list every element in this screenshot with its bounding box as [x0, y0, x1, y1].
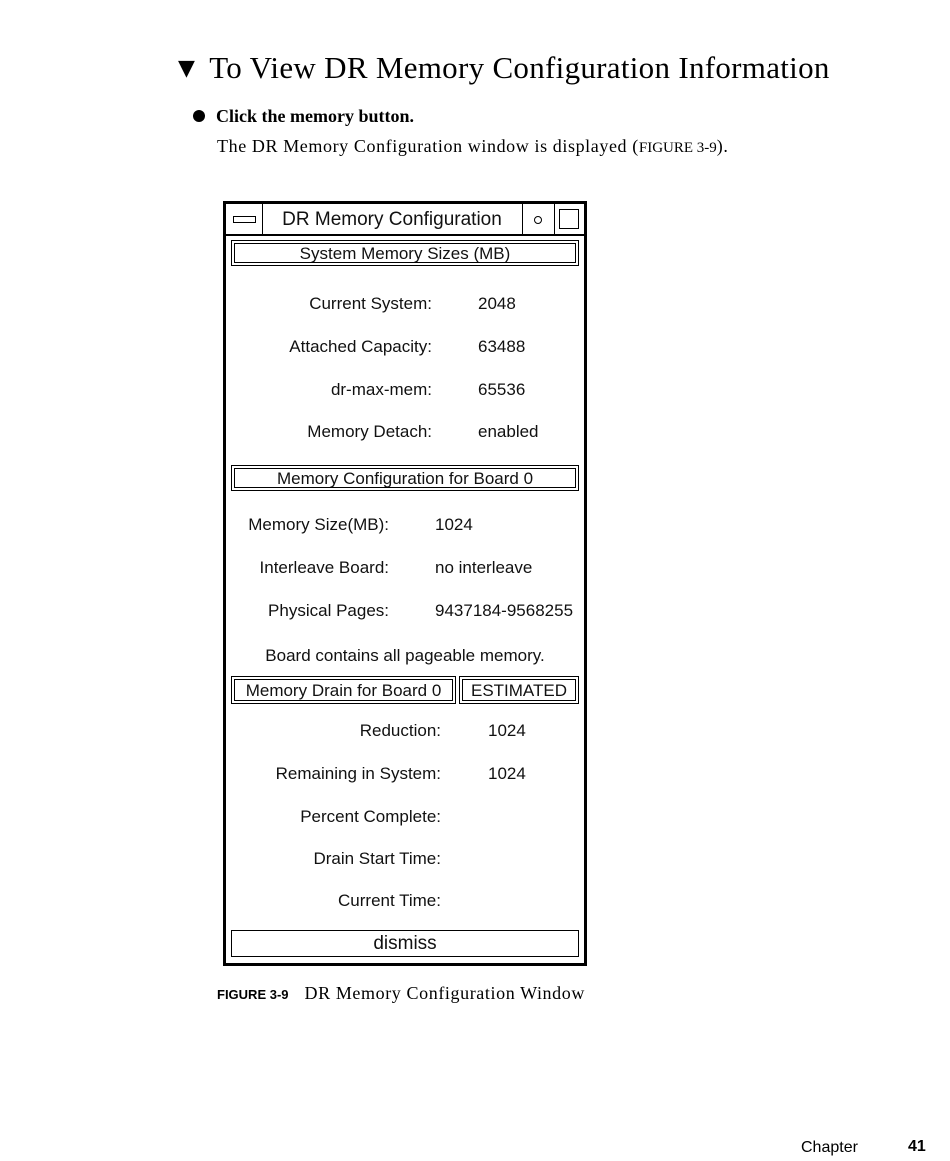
- bullet-icon: [193, 110, 205, 122]
- percent-complete-label: Percent Complete:: [300, 807, 441, 826]
- interleave-board-label: Interleave Board:: [259, 558, 389, 577]
- remaining-in-system-label: Remaining in System:: [275, 764, 441, 783]
- dr-max-mem-value: 65536: [478, 380, 526, 399]
- description-text: The DR Memory Configuration window is displayed (: [217, 136, 639, 156]
- window-menu-button[interactable]: [226, 204, 263, 234]
- attached-capacity-value: 63488: [478, 337, 526, 356]
- physical-pages-value: 9437184-9568255: [435, 601, 574, 620]
- memory-size-value: 1024: [435, 515, 473, 534]
- footer-chapter: Chapter: [801, 1139, 858, 1156]
- current-time-label: Current Time:: [338, 891, 441, 910]
- board-config-header-text: Memory Configuration for Board 0: [276, 469, 534, 488]
- triangle-marker-icon: ▼: [178, 56, 196, 81]
- window-titlebar: [226, 204, 584, 236]
- system-memory-header-text: System Memory Sizes (MB): [299, 244, 511, 263]
- section-heading: [178, 50, 830, 86]
- pageable-memory-note: Board contains all pageable memory.: [265, 646, 545, 665]
- interleave-board-value: no interleave: [435, 558, 533, 577]
- dismiss-button[interactable]: dismiss: [231, 930, 579, 957]
- figure-caption-text: DR Memory Configuration Window: [304, 983, 585, 1003]
- remaining-in-system-value: 1024: [488, 764, 526, 783]
- reduction-label: Reduction:: [359, 721, 441, 740]
- memory-detach-label: Memory Detach:: [307, 422, 432, 441]
- drain-status-text: ESTIMATED: [470, 681, 568, 700]
- memory-size-label: Memory Size(MB):: [248, 515, 389, 534]
- figure-reference: FIGURE 3-9: [638, 140, 717, 156]
- step-instruction: [193, 106, 414, 127]
- system-memory-header: [231, 240, 579, 266]
- current-system-label: Current System:: [309, 294, 432, 313]
- figure-label: FIGURE 3-9: [217, 987, 289, 1002]
- drain-status-badge: [459, 676, 579, 704]
- window-menu-icon: [233, 216, 256, 223]
- dr-memory-configuration-window: [223, 201, 587, 966]
- drain-start-time-label: Drain Start Time:: [313, 849, 441, 868]
- attached-capacity-label: Attached Capacity:: [289, 337, 432, 356]
- heading-text: To View DR Memory Configuration Information: [209, 50, 830, 85]
- figure-caption: [217, 983, 585, 1004]
- current-system-value: 2048: [478, 294, 516, 313]
- physical-pages-label: Physical Pages:: [268, 601, 389, 620]
- maximize-button[interactable]: [554, 204, 584, 234]
- description-end: ).: [716, 136, 729, 156]
- board-config-header: [231, 465, 579, 491]
- step-description: [217, 136, 728, 157]
- page-number: 41: [908, 1138, 926, 1155]
- minimize-button[interactable]: [522, 204, 555, 234]
- memory-detach-value: enabled: [478, 422, 539, 441]
- reduction-value: 1024: [488, 721, 526, 740]
- window-title: DR Memory Configuration: [282, 209, 502, 230]
- memory-drain-title: [231, 676, 456, 704]
- minimize-icon: [534, 216, 542, 224]
- step-text: Click the memory button.: [216, 106, 414, 126]
- memory-drain-header: [231, 676, 579, 704]
- memory-drain-title-text: Memory Drain for Board 0: [245, 681, 442, 700]
- dr-max-mem-label: dr-max-mem:: [330, 380, 432, 399]
- maximize-icon: [559, 209, 579, 229]
